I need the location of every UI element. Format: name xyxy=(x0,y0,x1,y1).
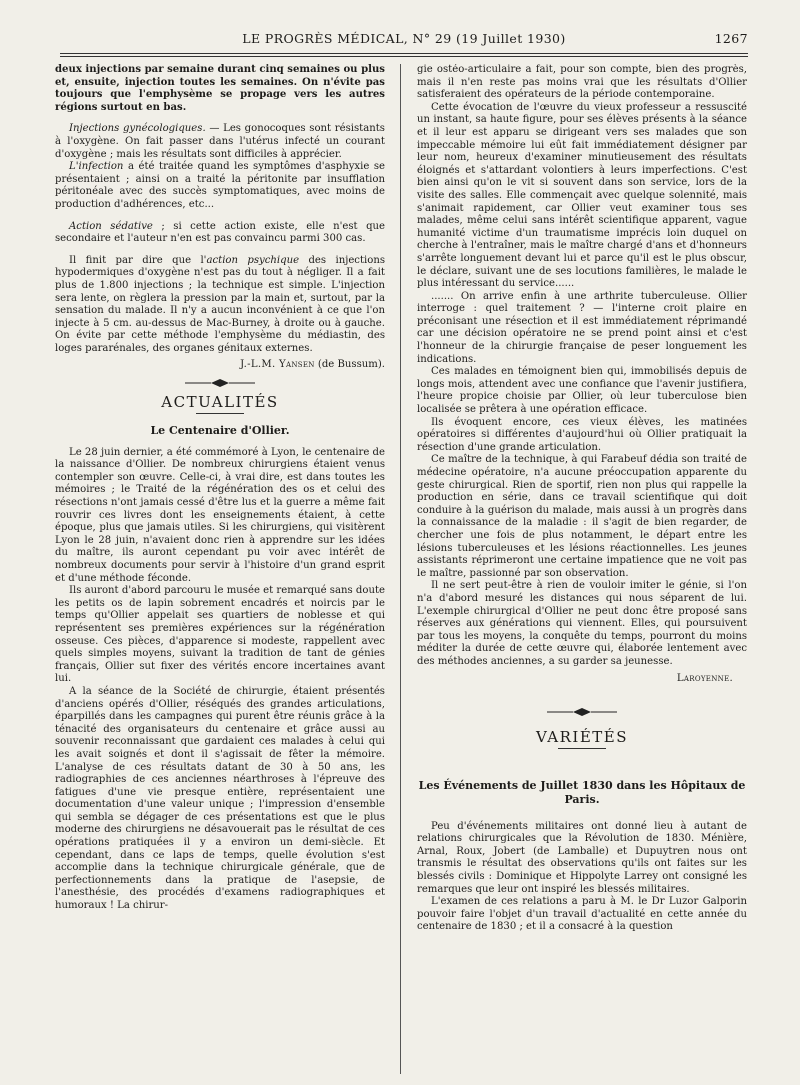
paragraph-text: des injections hypodermiques d'oxygène n'est pas du tout à négliger. Il a fait plus de 1.800 injections ; la technique est simple. L'injection sera lente, on règlera la pression par la main et, surtout, par la sensation du malade. Il n'y a aucun inconvénient à ce que l'on injecte à 5 cm. au-dessus de Mac-Burney, à droite ou à gauche. On évite par cette méthode l'emphysème du médiastin, des loges pararénales, des organes génitaux externes. xyxy=(55,254,385,354)
paragraph-label: L'infection xyxy=(69,161,124,173)
paragraph-matinees: Ils évoquent encore, ces vieux élèves, les matinées opératoires si différentes d'aujourd'hui où Ollier pratiquait la résection d'une grande articulation. xyxy=(417,416,747,453)
paragraph-psychic xyxy=(55,255,385,356)
journal-title: LE PROGRÈS MÉDICAL, N° 29 (19 Juillet 1930) xyxy=(242,31,566,46)
section-rule xyxy=(558,748,606,749)
section-rule xyxy=(196,413,244,414)
paragraph-continuation: gie ostéo-articulaire a fait, pour son compte, bien des progrès, mais il n'en reste pas moins vrai que les résultats d'Ollier satisferaient des opérateurs de la période contemporaine. xyxy=(417,64,747,101)
section-title-varietes: VARIÉTÉS xyxy=(535,728,629,747)
paragraph-malades: Ces malades en témoignent bien qui, immobilisés depuis de longs mois, attendent avec une confiance que l'avenir justifiera, l'heure propice choisie par Ollier, où leur tuberculose bien localisée se prêtera à une opération efficace. xyxy=(417,366,747,416)
paragraph-infection xyxy=(55,161,385,211)
paragraph-gynecological xyxy=(55,123,385,161)
paragraph-sedative xyxy=(55,221,385,246)
header-rule xyxy=(60,53,748,57)
paragraph-text: ; si cette action existe, elle n'est que secondaire et l'auteur n'en est pas convaincu parmi 300 cas. xyxy=(55,220,385,245)
ornament-divider xyxy=(547,707,617,717)
running-head xyxy=(60,27,748,49)
paragraph-genie: Il ne sert peut-être à rien de vouloir imiter le génie, si l'on n'a d'abord mesuré les distances qui nous séparent de lui. L'exemple chirurgical d'Ollier ne peut donc être proposé sans réserves aux générations qui viennent. Elles, qui poursuivent par tous les moyens, la conquête du temps, pourront du moins méditer la durée de cette œuvre qui, élaborée lentement avec des méthodes anciennes, a su garder sa jeunesse. xyxy=(417,580,747,667)
paragraph-label: action psychique xyxy=(206,254,300,266)
ornament-divider xyxy=(185,378,255,388)
paragraph-arthrite: ....... On arrive enfin à une arthrite tuberculeuse. Ollier interroge : quel traitement ? — l'interne croit plaire en préconisant une résection et il est immédiatement réprimandé car une décision opératoire ne se prend point ainsi et c'est l'honneur de la chirurgie française de peser longuement les indications. xyxy=(417,290,747,365)
paragraph-centenaire-2: Ils auront d'abord parcouru le musée et remarqué sans doute les petits os de lapin sobrement encadrés et noircis par le temps qu'Ollier appelait ses quartiers de noblesse et qui représentent ses premières expériences sur la régénération osseuse. Ces pièces, d'apparence si modeste, rappellent avec quels simples moyens, suivant la tradition de tant de génies français, Ollier sut fixer des vérités encore incertaines avant lui. xyxy=(55,585,385,685)
paragraph-oxygen-injections xyxy=(55,64,385,114)
author-name: J.-L.M. Yansen xyxy=(240,359,315,371)
paragraph-text: a été traitée quand les symptômes d'asphyxie se présentaient ; ainsi on a traité la péritonite par insufflation péritonéale avec des succès symptomatiques, avec moins de production d'adhérences, etc... xyxy=(55,161,385,210)
article-title-juillet-1830: Les Événements de Juillet 1830 dans les Hôpitaux de Paris. xyxy=(418,778,746,806)
paragraph-farabeuf: Ce maître de la technique, à qui Farabeuf dédia son traité de médecine opératoire, n'a aucune préoccupation apparente du geste chirurgical. Rien de sportif, rien non plus qui rappelle la production en série, dans ce travail scientifique qui doit conduire à la guérison du malade, mais aussi à un progrès dans la connaissance de la maladie : il s'agit de bien regarder, de chercher une fois de plus notamment, le départ entre les lésions tuberculeuses et les lésions réactionnelles. Les jeunes assistants réprimeront une certaine impatience que ne voit pas le maître, passionné par son observation. xyxy=(417,454,747,579)
author-signature-laroyenne xyxy=(417,673,733,686)
paragraph-centenaire-1: Le 28 juin dernier, a été commémoré à Lyon, le centenaire de la naissance d'Ollier. De nombreux chirurgiens étaient venus contempler son œuvre. Celle-ci, à vrai dire, est dans toutes les mémoires ; le Traité de la régénération des os et celui des résections n'ont jamais cessé d'être lus et la guerre a même fait rouvrir ces livres dont les enseignements étaient, à cette époque, plus que jamais utiles. Si les chirurgiens, qui visitèrent Lyon le 28 juin, n'avaient donc rien à apprendre sur les idées du maître, ils auront cependant pu voir avec intérêt de nombreux documents pour servir à l'histoire d'un grand esprit et d'une méthode féconde. xyxy=(55,446,385,584)
paragraph-evocation: Cette évocation de l'œuvre du vieux professeur a ressuscité un instant, sa haute figure, pour ses élèves présents à la séance et il leur est apparu se dirigeant vers ses malades que son impeccable mémoire lui eût fait immédiatement désigner par leur nom, heureux d'examiner minutieusement des résultats éloignés et s'attardant volontiers à leurs imperfections. C'est bien ainsi qu'on le vit si souvent dans son service, lors de la visite des salles. Elle commençait avec quelque solennité, mais s'animait rapidement, car Ollier veut examiner tous ses malades, même celui sans intérêt scientifique apparent, vague humanité victime d'un traumatisme imprécis loin duquel on cherche à l'entraîner, mais le maître chargé d'ans et d'honneurs s'arrête longuement devant lui et parce qu'il est le plus obscur, le déclare, suivant une de ses locutions familières, le malade le plus intéressant du service...... xyxy=(417,101,747,290)
section-title-actualites: ACTUALITÉS xyxy=(161,393,279,412)
paragraph-label: Injections gynécologiques. xyxy=(69,123,206,135)
paragraph-centenaire-3: A la séance de la Société de chirurgie, étaient présentés d'anciens opérés d'Ollier, réséqués des grandes articulations, éparpillés dans les campagnes qui purent être réunis grâce à la ténacité des organisateurs du centenaire et grâce aussi au souvenir reconnaissant que gardaient ces malades à celui qui les avait soignés et dont il s'agissait de fêter la mémoire. L'analyse de ces résultats datant de 30 à 50 ans, les radiographies de ces anciennes néarthroses à l'épreuve des fatigues d'une vie presque entière, représentaient une documentation d'une valeur unique ; l'impression d'ensemble qui sembla se dégager de ces présentations est que le plus moderne des chirurgiens ne désavouerait pas le résultat de ces opérations pratiquées il y a environ un demi-siècle. Et cependant, dans ce laps de temps, quelle évolution s'est accomplie dans la technique chirurgicale générale, que de perfectionnements dans la pratique de l'asepsie, de l'anesthésie, des procédés d'examens radiographiques et humoraux ! La chirur- xyxy=(55,685,385,912)
paragraph-text: — Les gonocoques sont résistants à l'oxygène. On fait passer dans l'utérus infecté un courant d'oxygène ; mais les résultats sont difficiles à apprécier. xyxy=(55,123,385,160)
article-title-ollier: Le Centenaire d'Ollier. xyxy=(150,423,290,437)
page-number: 1267 xyxy=(714,31,748,46)
paragraph-evenements-1: Peu d'événements militaires ont donné lieu à autant de relations chirurgicales que la Révolution de 1830. Ménière, Arnal, Roux, Jobert (de Lamballe) et Dupuytren nous ont transmis le résultat des observations qu'ils ont faites sur les blessés civils : Dominique et Hippolyte Larrey ont consigné les remarques que leur ont inspiré les blessés militaires. xyxy=(417,820,747,895)
author-name: Laroyenne. xyxy=(676,672,733,684)
paragraph-label: Action sédative xyxy=(69,220,153,232)
right-column xyxy=(417,64,747,1074)
author-signature xyxy=(55,359,385,372)
paragraph-text: Il finit par dire que l' xyxy=(69,254,207,266)
paragraph-evenements-2: L'examen de ces relations a paru à M. le Dr Luzor Galporin pouvoir faire l'objet d'un travail d'actualité en cette année du centenaire de 1830 ; et il a consacré à la question xyxy=(417,896,747,933)
paragraph-text: deux injections par semaine durant cinq semaines ou plus et, ensuite, injection toutes les semaines. On n'évite pas toujours que l'emphysème se propage vers les autres régions surtout en bas. xyxy=(55,64,385,113)
left-column xyxy=(55,64,385,1074)
column-divider xyxy=(400,64,401,1074)
author-place: (de Bussum). xyxy=(314,359,385,371)
